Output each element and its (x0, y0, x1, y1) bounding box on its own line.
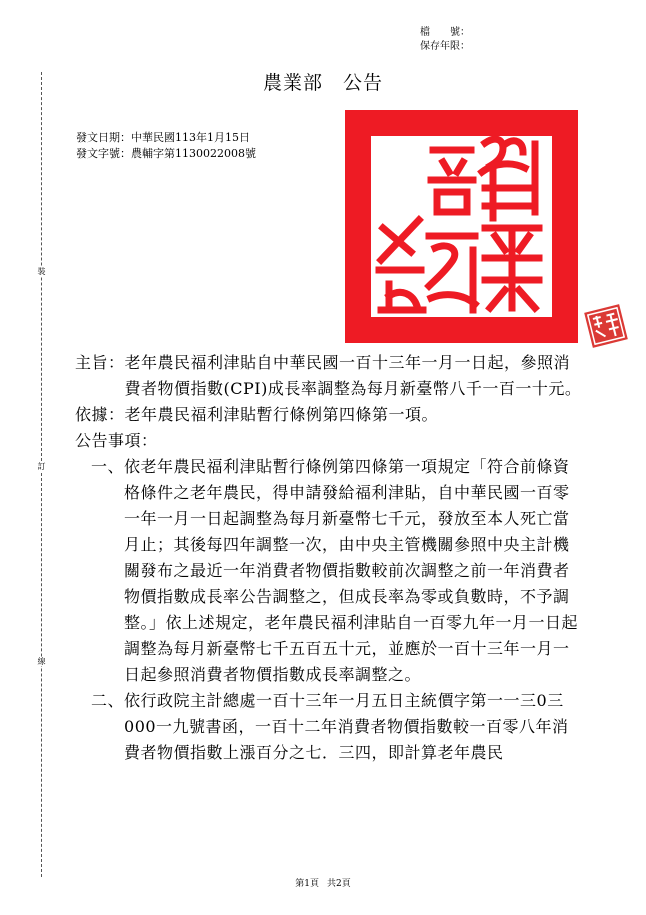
subject-paragraph (75, 350, 585, 402)
binding-mark-zhuang: 裝 (37, 267, 46, 276)
retention-period-label: 保存年限： (420, 41, 470, 52)
item-number: 二、 (91, 691, 125, 710)
total-pages: 共2頁 (327, 879, 351, 889)
basis-paragraph (75, 402, 585, 428)
items-heading: 公告事項： (75, 431, 158, 450)
small-seal-icon (583, 302, 629, 350)
announcement-body (75, 350, 585, 766)
item-number: 一、 (91, 457, 125, 476)
basis-label: 依據： (75, 405, 125, 424)
agency-name: 農業部 (262, 72, 323, 94)
page-number: 第1頁 (295, 879, 319, 889)
binding-line (41, 72, 42, 877)
announcement-item-2 (91, 688, 585, 766)
item-text: 依行政院主計總處一百十三年一月五日主統價字第一一三0三000一九號書函，一百十二年消費者物價指數較一百零八年消費者物價指數上漲百分之七．三四，即計算老年農民 (124, 691, 569, 762)
binding-mark-xian: 線 (37, 657, 46, 666)
document-type: 公告 (343, 72, 384, 94)
basis-text: 老年農民福利津貼暫行條例第四條第一項。 (124, 405, 439, 424)
binding-mark-ding: 訂 (37, 462, 46, 471)
subject-text: 老年農民福利津貼自中華民國一百十三年一月一日起，參照消費者物價指數(CPI)成長率調整為每月新臺幣八千一百一十元。 (124, 353, 582, 398)
subject-label: 主旨： (75, 353, 125, 372)
page-title (0, 68, 646, 95)
issue-date: 發文日期：中華民國113年1月15日 (76, 131, 250, 144)
announcement-item-1 (91, 454, 585, 688)
archive-info (420, 26, 470, 54)
document-number: 發文字號：農輔字第1130022008號 (76, 147, 256, 160)
document-meta (76, 130, 256, 162)
file-number-label: 檔 號： (420, 27, 470, 38)
item-text: 依老年農民福利津貼暫行條例第四條第一項規定「符合前條資格條件之老年農民，得申請發給福利津貼，自中華民國一百零一年一月一日起調整為每月新臺幣七千元，發放至本人死亡當月止；其後每四年調整一次，由中央主管機關參照中央主計機關發布之最近一年消費者物價指數較前次調整之前一年消費者物價指數成長率公告調整之，但成長率為零或負數時，不予調整。」依上述規定，老年農民福利津貼自一百零九年一月一日起調整為每月新臺幣七千五百五十元，並應於一百十三年一月一日起參照消費者物價指數成長率調整之。 (124, 457, 579, 684)
agency-seal-icon (345, 110, 578, 343)
page-footer (0, 876, 646, 889)
